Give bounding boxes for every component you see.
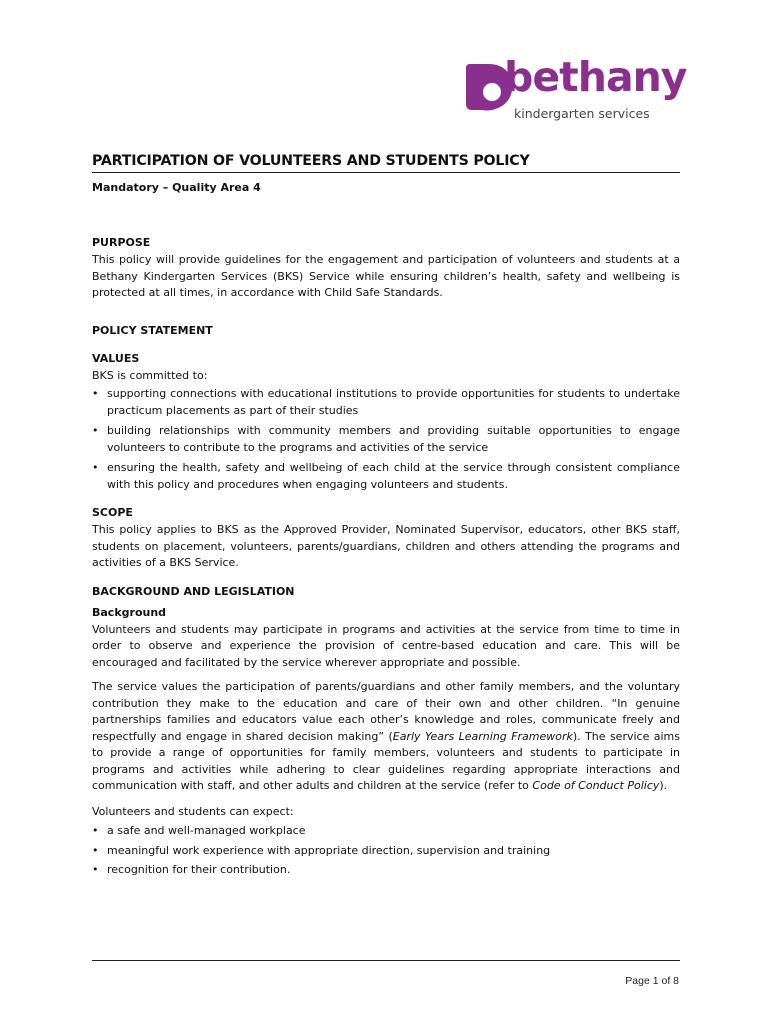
values-intro: BKS is committed to: — [92, 368, 208, 382]
bethany-logo — [462, 53, 687, 126]
values-list — [92, 386, 680, 493]
background-paragraph-2: The service values the participation of parents/guardians and other family members, and the voluntary contribution they make to the education and care of their own and other children. “In genuine partnerships families and educators value each other’s knowledge and roles, communicate freely and respectfully and engage in shared decision making” (Early Years Learning Framework). The service aims to provide a range of opportunities for family members, volunteers and students to participate in programs and activities while adhering to clear guidelines regarding appropriate interactions and communication with staff, and other adults and children at the service (refer to Code of Conduct Policy). — [92, 680, 680, 792]
background-paragraph-1: Volunteers and students may participate in programs and activities at the service from time to time in order to observe and experience the provision of centre-based education and care. This will be encouraged and facilitated by the service wherever appropriate and possible. — [92, 622, 680, 669]
values-heading: VALUES — [92, 351, 140, 365]
eylf-reference: Early Years Learning Framework — [392, 729, 573, 743]
code-of-conduct-reference: Code of Conduct Policy — [532, 779, 660, 792]
list-item: • a safe and well-managed workplace — [92, 823, 680, 840]
scope-heading: SCOPE — [92, 506, 133, 519]
list-item: • recognition for their contribution. — [92, 862, 680, 879]
list-item: • ensuring the health, safety and wellbeing of each child at the service through consistent compliance with this policy and procedures when engaging volunteers and students. — [92, 460, 680, 493]
purpose-heading: PURPOSE — [92, 236, 151, 249]
logo-tagline: kindergarten services — [514, 106, 650, 121]
purpose-text: This policy will provide guidelines for the engagement and participation of volunteers and students at a Bethany Kindergarten Services (BKS) Service while ensuring children’s health, safety and wellbeing is protected at all times, in accordance with Child Safe Standards. — [92, 253, 680, 299]
policy-statement-heading: POLICY STATEMENT — [92, 323, 213, 337]
document-title: PARTICIPATION OF VOLUNTEERS AND STUDENTS POLICY — [92, 153, 680, 173]
list-item: • meaningful work experience with appropriate direction, supervision and training — [92, 843, 680, 860]
document-subtitle: Mandatory – Quality Area 4 — [92, 181, 261, 194]
list-item: • building relationships with community members and providing suitable opportunities to engage volunteers to contribute to the programs and activities of the service — [92, 423, 680, 456]
policy-document — [92, 153, 680, 879]
page-number: Page 1 of 8 — [625, 975, 679, 987]
footer-divider — [92, 960, 680, 961]
logo-wordmark: bethany — [504, 53, 687, 101]
expect-intro: Volunteers and students can expect: — [92, 804, 294, 818]
expect-list — [92, 823, 680, 879]
list-item: • supporting connections with educational institutions to provide opportunities for students to undertake practicum placements as part of their studies — [92, 386, 680, 419]
background-legislation-heading: BACKGROUND AND LEGISLATION — [92, 584, 295, 598]
background-subheading: Background — [92, 605, 167, 619]
scope-text: This policy applies to BKS as the Approved Provider, Nominated Supervisor, educators, other BKS staff, students on placement, volunteers, parents/guardians, children and others attending the programs and activities of a BKS Service. — [92, 523, 680, 569]
